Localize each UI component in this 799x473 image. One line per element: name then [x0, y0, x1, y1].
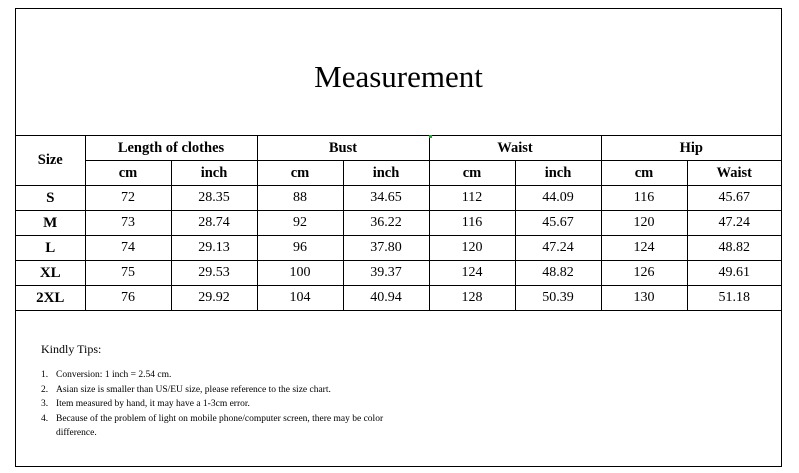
- unit-header: cm: [257, 161, 343, 186]
- size-header: Size: [16, 136, 85, 186]
- size-table: [16, 135, 781, 311]
- list-item: [41, 397, 401, 412]
- page-title: Measurement: [314, 59, 483, 94]
- table-cell: 29.13: [171, 236, 257, 261]
- table-cell: 28.74: [171, 211, 257, 236]
- table-cell: 88: [257, 186, 343, 211]
- tips-title: Kindly Tips:: [41, 342, 102, 356]
- table-cell: 47.24: [515, 236, 601, 261]
- table-cell: 45.67: [515, 211, 601, 236]
- group-header-bust: Bust: [257, 136, 429, 161]
- tip-text: Conversion: 1 inch = 2.54 cm.: [56, 370, 172, 380]
- unit-header: cm: [601, 161, 687, 186]
- table-cell: 49.61: [687, 261, 781, 286]
- table-cell: 120: [601, 211, 687, 236]
- table-row: [16, 211, 781, 236]
- group-header-length: Length of clothes: [85, 136, 257, 161]
- unit-header: inch: [343, 161, 429, 186]
- table-cell: 29.53: [171, 261, 257, 286]
- size-cell: M: [16, 211, 85, 236]
- tip-text: Because of the problem of light on mobile phone/computer screen, there may be color difference.: [56, 413, 384, 438]
- list-item: [41, 368, 401, 383]
- tip-number: 2.: [41, 384, 49, 395]
- table-cell: 92: [257, 211, 343, 236]
- group-header-hip: Hip: [601, 136, 781, 161]
- table-cell: 40.94: [343, 286, 429, 311]
- table-cell: 130: [601, 286, 687, 311]
- table-cell: 73: [85, 211, 171, 236]
- kindly-tips: [41, 342, 401, 441]
- unit-header: cm: [429, 161, 515, 186]
- table-cell: 74: [85, 236, 171, 261]
- table-cell: 51.18: [687, 286, 781, 311]
- table-cell: 100: [257, 261, 343, 286]
- table-cell: 39.37: [343, 261, 429, 286]
- size-cell: S: [16, 186, 85, 211]
- table-header-row: [16, 136, 781, 161]
- unit-header: inch: [515, 161, 601, 186]
- table-cell: 75: [85, 261, 171, 286]
- table-cell: 76: [85, 286, 171, 311]
- table-row: [16, 261, 781, 286]
- list-item: [41, 412, 401, 441]
- table-cell: 50.39: [515, 286, 601, 311]
- table-cell: 124: [429, 261, 515, 286]
- table-cell: 48.82: [687, 236, 781, 261]
- table-cell: 34.65: [343, 186, 429, 211]
- green-marker: [429, 135, 432, 138]
- table-cell: 104: [257, 286, 343, 311]
- table-cell: 96: [257, 236, 343, 261]
- table-subheader-row: [16, 161, 781, 186]
- table-cell: 45.67: [687, 186, 781, 211]
- unit-header: cm: [85, 161, 171, 186]
- table-cell: 48.82: [515, 261, 601, 286]
- size-cell: 2XL: [16, 286, 85, 311]
- table-cell: 37.80: [343, 236, 429, 261]
- table-cell: 112: [429, 186, 515, 211]
- table-row: [16, 236, 781, 261]
- list-item: [41, 383, 401, 398]
- table-cell: 116: [601, 186, 687, 211]
- tip-number: 4.: [41, 413, 49, 424]
- table-cell: 116: [429, 211, 515, 236]
- table-cell: 72: [85, 186, 171, 211]
- unit-header: Waist: [687, 161, 781, 186]
- measurement-chart: [15, 8, 782, 467]
- table-cell: 126: [601, 261, 687, 286]
- table-cell: 29.92: [171, 286, 257, 311]
- tip-text: Asian size is smaller than US/EU size, please reference to the size chart.: [56, 384, 331, 395]
- table-cell: 47.24: [687, 211, 781, 236]
- table-cell: 120: [429, 236, 515, 261]
- table-cell: 124: [601, 236, 687, 261]
- tip-number: 1.: [41, 370, 49, 380]
- tip-text: Item measured by hand, it may have a 1-3cm error.: [56, 399, 250, 409]
- unit-header: inch: [171, 161, 257, 186]
- table-row: [16, 186, 781, 211]
- table-cell: 44.09: [515, 186, 601, 211]
- table-cell: 128: [429, 286, 515, 311]
- tips-list: [41, 368, 401, 441]
- table-row: [16, 286, 781, 311]
- size-cell: L: [16, 236, 85, 261]
- size-cell: XL: [16, 261, 85, 286]
- tip-number: 3.: [41, 399, 49, 409]
- table-cell: 36.22: [343, 211, 429, 236]
- table-cell: 28.35: [171, 186, 257, 211]
- group-header-waist: Waist: [429, 136, 601, 161]
